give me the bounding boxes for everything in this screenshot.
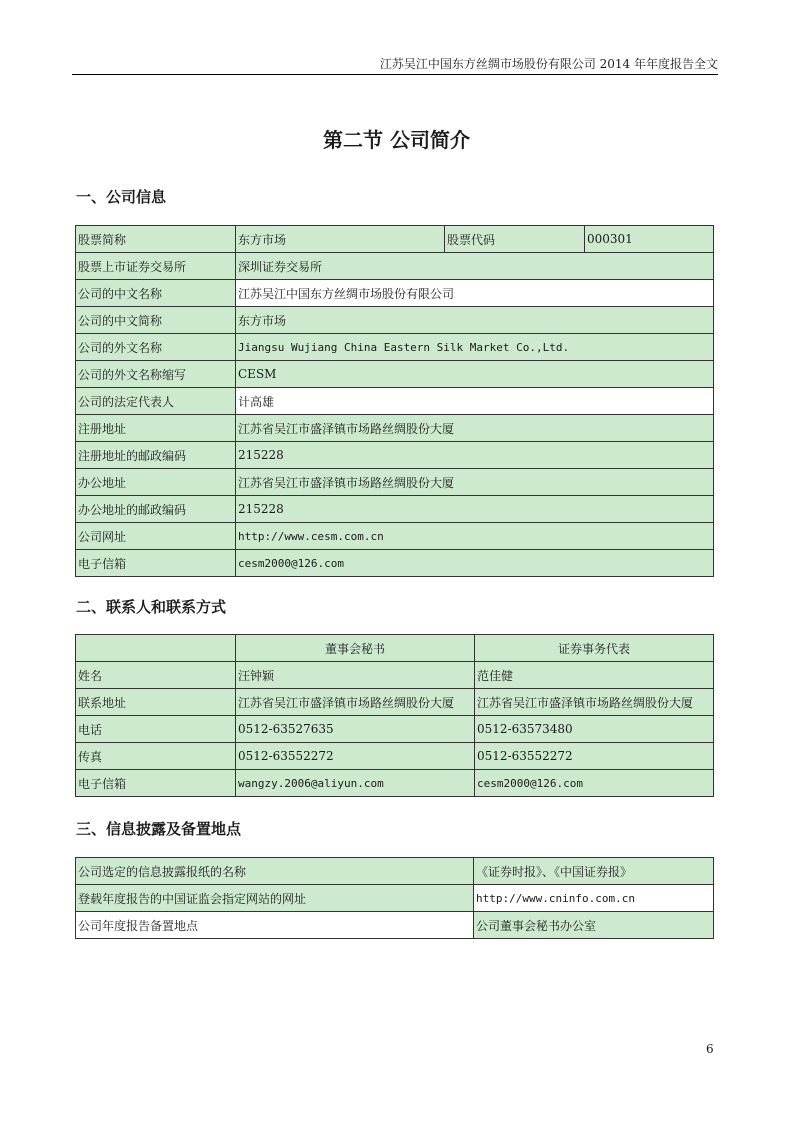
table-row	[76, 635, 714, 662]
table-row	[76, 307, 714, 334]
table-row	[76, 361, 714, 388]
table-value: 汪钟颖	[236, 662, 475, 689]
table-value: 江苏省吴江市盛泽镇市场路丝绸股份大厦	[236, 689, 475, 716]
table-row	[76, 550, 714, 577]
company-info-table	[75, 225, 714, 577]
table-row	[76, 415, 714, 442]
table-row	[76, 743, 714, 770]
table-row	[76, 226, 714, 253]
table-row	[76, 885, 714, 912]
table-label: 股票上市证券交易所	[76, 253, 236, 280]
table-row	[76, 469, 714, 496]
table-label: 公司的法定代表人	[76, 388, 236, 415]
table-row	[76, 770, 714, 797]
column-header-secretary: 董事会秘书	[236, 635, 475, 662]
email-link[interactable]: cesm2000@126.com	[236, 550, 714, 577]
page-header: 江苏吴江中国东方丝绸市场股份有限公司 2014 年年度报告全文	[72, 56, 718, 75]
table-value: 江苏省吴江市盛泽镇市场路丝绸股份大厦	[236, 469, 714, 496]
table-label: 联系地址	[76, 689, 236, 716]
table-value: 215228	[236, 442, 714, 469]
table-value: 0512-63552272	[475, 743, 714, 770]
website-link[interactable]: http://www.cesm.com.cn	[236, 523, 714, 550]
table-label: 办公地址的邮政编码	[76, 496, 236, 523]
table-value: 范佳健	[475, 662, 714, 689]
table-value: 215228	[236, 496, 714, 523]
table-row	[76, 496, 714, 523]
table-value: 000301	[585, 226, 714, 253]
column-header-representative: 证券事务代表	[475, 635, 714, 662]
table-value: 0512-63552272	[236, 743, 475, 770]
table-value: 江苏吴江中国东方丝绸市场股份有限公司	[236, 280, 714, 307]
table-label: 办公地址	[76, 469, 236, 496]
disclosure-table	[75, 857, 714, 939]
table-label: 登载年度报告的中国证监会指定网站的网址	[76, 885, 474, 912]
table-value: 东方市场	[236, 307, 714, 334]
contacts-table	[75, 634, 714, 797]
table-row	[76, 280, 714, 307]
table-value: 东方市场	[236, 226, 445, 253]
table-value: 0512-63573480	[475, 716, 714, 743]
table-label: 股票代码	[445, 226, 585, 253]
table-label: 公司的外文名称	[76, 334, 236, 361]
table-row	[76, 523, 714, 550]
table-value: 江苏省吴江市盛泽镇市场路丝绸股份大厦	[236, 415, 714, 442]
contacts-heading: 二、联系人和联系方式	[76, 598, 227, 616]
table-label: 股票简称	[76, 226, 236, 253]
disclosure-heading: 三、信息披露及备置地点	[76, 820, 242, 838]
table-row	[76, 716, 714, 743]
table-row	[76, 253, 714, 280]
table-value: 公司董事会秘书办公室	[474, 912, 714, 939]
table-value: 江苏省吴江市盛泽镇市场路丝绸股份大厦	[475, 689, 714, 716]
section-title: 第二节 公司简介	[323, 128, 470, 152]
table-label: 公司年度报告备置地点	[76, 912, 474, 939]
table-row	[76, 912, 714, 939]
page-number: 6	[706, 1042, 714, 1056]
table-label: 公司的中文简称	[76, 307, 236, 334]
table-header-empty	[76, 635, 236, 662]
email-link[interactable]: cesm2000@126.com	[475, 770, 714, 797]
table-row	[76, 858, 714, 885]
table-label: 注册地址的邮政编码	[76, 442, 236, 469]
table-row	[76, 662, 714, 689]
email-link[interactable]: wangzy.2006@aliyun.com	[236, 770, 475, 797]
table-value: CESM	[236, 361, 714, 388]
table-value: 计高雄	[236, 388, 714, 415]
website-link[interactable]: http://www.cninfo.com.cn	[474, 885, 714, 912]
table-value: 深圳证券交易所	[236, 253, 714, 280]
table-value: Jiangsu Wujiang China Eastern Silk Market Co.,Ltd.	[236, 334, 714, 361]
table-value: 《证券时报》、《中国证券报》	[474, 858, 714, 885]
table-label: 公司的中文名称	[76, 280, 236, 307]
table-row	[76, 689, 714, 716]
table-row	[76, 388, 714, 415]
table-label: 传真	[76, 743, 236, 770]
table-label: 公司的外文名称缩写	[76, 361, 236, 388]
table-label: 电子信箱	[76, 550, 236, 577]
table-row	[76, 442, 714, 469]
table-label: 公司网址	[76, 523, 236, 550]
table-label: 公司选定的信息披露报纸的名称	[76, 858, 474, 885]
company-info-heading: 一、公司信息	[76, 188, 167, 206]
table-label: 注册地址	[76, 415, 236, 442]
table-label: 姓名	[76, 662, 236, 689]
table-label: 电话	[76, 716, 236, 743]
table-value: 0512-63527635	[236, 716, 475, 743]
table-row	[76, 334, 714, 361]
table-label: 电子信箱	[76, 770, 236, 797]
